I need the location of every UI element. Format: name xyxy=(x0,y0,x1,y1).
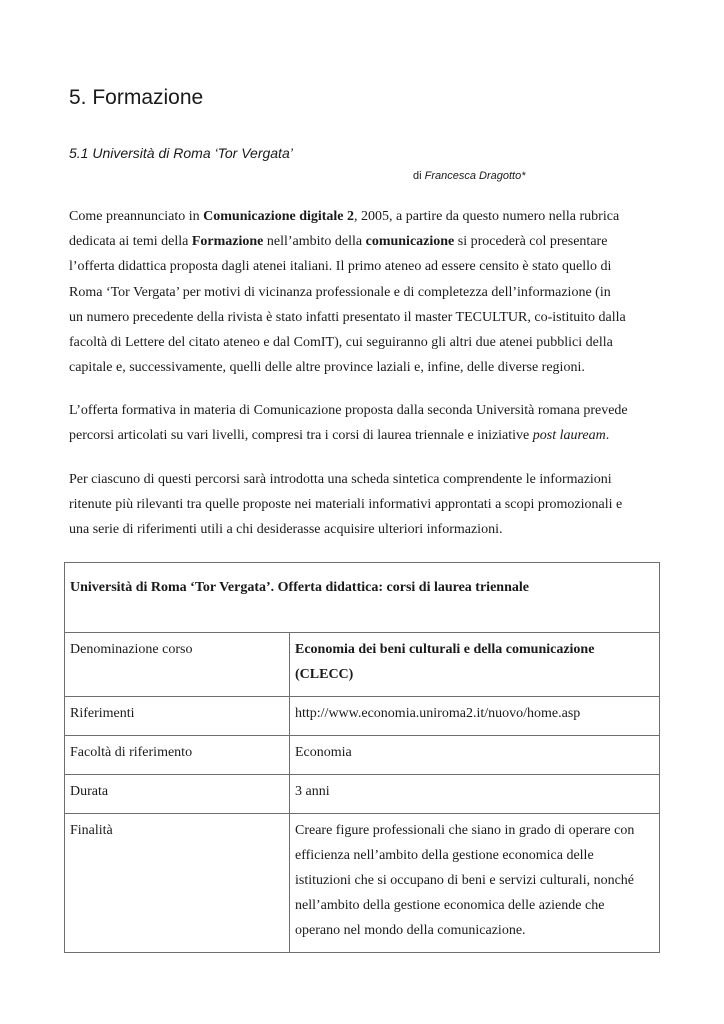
p1-text-4: nell’ambito della xyxy=(263,234,366,250)
p3-line-3: una serie di riferimenti utili a chi desiderasse acquisire ulteriori informazioni. xyxy=(69,522,503,538)
p1-text-1: Come preannunciato in xyxy=(69,209,204,224)
value-line: efficienza nell’ambito della gestione economica delle xyxy=(295,848,594,863)
p2-italic: post lauream xyxy=(532,428,606,444)
row-label: Durata xyxy=(65,775,290,814)
p2-line-1: L’offerta formativa in materia di Comunicazione proposta dalla seconda Università romana prevede xyxy=(69,403,628,418)
p1-line-3: l’offerta didattica proposta dagli atenei italiani. Il primo ateneo ad essere censito è stato quello di xyxy=(69,259,612,275)
p2-end: . xyxy=(605,428,610,444)
value-line: 3 anni xyxy=(295,784,330,799)
byline-author: Francesca Dragotto* xyxy=(424,170,526,182)
row-label: Denominazione corso xyxy=(65,633,290,697)
value-line: operano nel mondo della comunicazione. xyxy=(295,923,526,938)
p1-line-6: facoltà di Lettere del citato ateneo e dal ComIT), cui seguiranno gli altri due atenei pubblici della xyxy=(69,335,613,351)
p1-bold-1: Comunicazione digitale 2 xyxy=(203,209,355,224)
summary-paragraph xyxy=(69,467,659,543)
p1-line-4: Roma ‘Tor Vergata’ per motivi di vicinanza professionale e di completezza dell’informazione (in xyxy=(69,284,611,300)
value-line: nell’ambito della gestione economica delle aziende che xyxy=(295,898,605,913)
offer-paragraph xyxy=(69,398,659,448)
row-value xyxy=(290,775,660,814)
value-line: (CLECC) xyxy=(295,667,354,682)
p1-text-3: dedicata ai temi della xyxy=(69,234,192,250)
p1-line-7: capitale e, successivamente, quelli delle altre province laziali e, infine, delle diverse regioni. xyxy=(69,360,585,376)
row-label: Riferimenti xyxy=(65,697,290,736)
p2-line-2: percorsi articolati su vari livelli, compresi tra i corsi di laurea triennale e iniziative xyxy=(69,428,533,444)
p3-line-1: Per ciascuno di questi percorsi sarà introdotta una scheda sintetica comprendente le informazioni xyxy=(69,472,612,487)
intro-paragraph xyxy=(69,204,659,380)
value-line: istituzioni che si occupano di beni e servizi culturali, nonché xyxy=(295,873,635,888)
value-line: Economia dei beni culturali e della comunicazione xyxy=(295,642,595,657)
table-row xyxy=(65,633,660,697)
course-info-table xyxy=(64,562,660,953)
row-label: Finalità xyxy=(65,814,290,953)
section-title: 5. Formazione xyxy=(69,86,204,109)
table-row xyxy=(65,736,660,775)
reference-link: http://www.economia.uniroma2.it/nuovo/home.asp xyxy=(295,706,581,721)
table-header: Università di Roma ‘Tor Vergata’. Offerta didattica: corsi di laurea triennale xyxy=(65,563,660,633)
p1-text-2: , 2005, a partire da questo numero nella rubrica xyxy=(354,209,620,224)
subsection-title: 5.1 Università di Roma ‘Tor Vergata’ xyxy=(69,145,293,161)
p1-text-5: si procederà col presentare xyxy=(454,234,608,250)
table-row xyxy=(65,775,660,814)
p1-line-5: un numero precedente della rivista è stato infatti presentato il master TECULTUR, co-istituito dalla xyxy=(69,309,626,325)
value-line: Creare figure professionali che siano in grado di operare con xyxy=(295,823,635,838)
value-line: Economia xyxy=(295,745,352,760)
row-value xyxy=(290,697,660,736)
row-value xyxy=(290,736,660,775)
p1-bold-3: comunicazione xyxy=(365,234,455,250)
byline-prefix: di xyxy=(413,170,422,182)
row-value xyxy=(290,814,660,953)
row-label: Facoltà di riferimento xyxy=(65,736,290,775)
table-header-row xyxy=(65,563,660,633)
table-row xyxy=(65,697,660,736)
table-row xyxy=(65,814,660,953)
row-value xyxy=(290,633,660,697)
p3-line-2: ritenute più rilevanti tra quelle proposte nei materiali informativi approntati a scopi promozionali e xyxy=(69,497,623,513)
byline xyxy=(413,168,526,184)
p1-bold-2: Formazione xyxy=(191,234,264,250)
